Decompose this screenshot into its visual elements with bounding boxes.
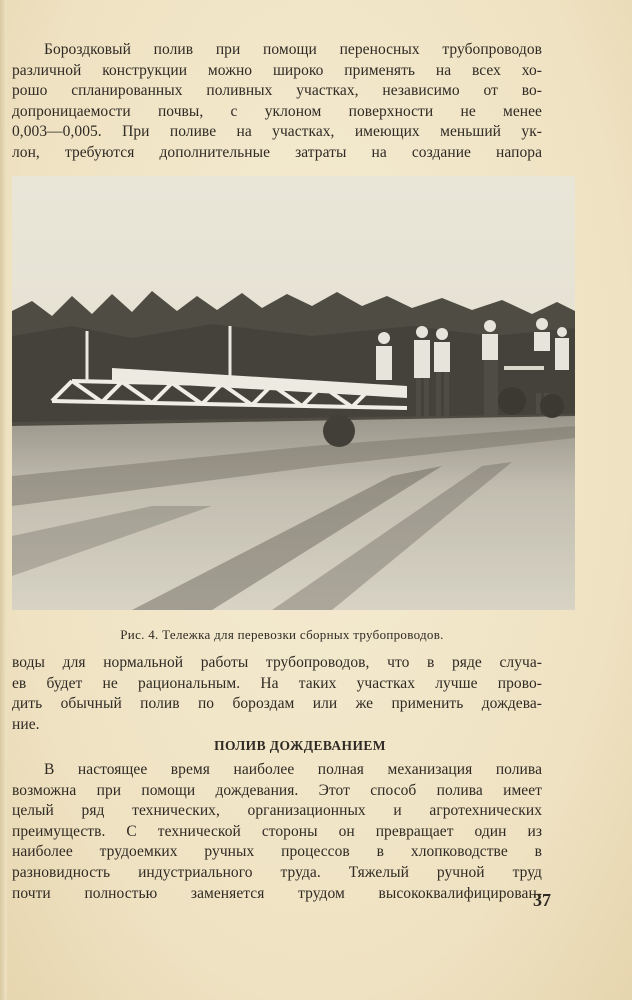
paragraph-top [12, 40, 542, 164]
text-line: дить обычный полив по бороздам или же применить дождева- [12, 695, 542, 713]
text-line: различной конструкции можно широко применять на всех хо- [12, 61, 542, 79]
text-line: ев будет не рациональным. На таких участках лучше прово- [12, 674, 542, 692]
text-line: наиболее трудоемких ручных процессов в хлопководстве в [12, 843, 542, 861]
text-line: Бороздковый полив при помощи переносных трубопроводов [44, 41, 542, 58]
figure-caption: Рис. 4. Тележка для перевозки сборных трубопроводов. [120, 627, 444, 642]
text-line: почти полностью заменяется трудом высококвалифицирован- [12, 884, 542, 902]
page-binding-edge [0, 0, 7, 1000]
text-line: преимуществ. С технической стороны он превращает один из [12, 822, 542, 840]
text-line: разновидность индустриального труда. Тяжелый ручной труд [12, 863, 542, 881]
text-line: воды для нормальной работы трубопроводов, что в ряде случа- [12, 654, 542, 671]
text-line: ние. [12, 715, 40, 733]
page-number: 37 [533, 890, 551, 910]
text-line: целый ряд технических, организационных и агротехнических [12, 802, 542, 820]
text-line: рошо спланированных поливных участках, независимо от во- [12, 82, 542, 100]
figure-photo [12, 176, 575, 610]
section-heading: ПОЛИВ ДОЖДЕВАНИЕМ [214, 738, 386, 753]
text-line: 0,003—0,005. При поливе на участках, имеющих меньший ук- [12, 123, 542, 141]
pipe-cart-photo [12, 176, 575, 610]
paragraph-bottom [12, 760, 542, 904]
text-line: допроницаемости почвы, с уклоном поверхности не менее [12, 102, 542, 120]
text-line: В настоящее время наиболее полная механизация полива [44, 761, 542, 778]
text-line: лон, требуются дополнительные затраты на создание напора [12, 143, 542, 161]
text-line: возможна при помощи дождевания. Этот способ полива имеет [12, 781, 542, 799]
paragraph-middle [12, 653, 542, 735]
